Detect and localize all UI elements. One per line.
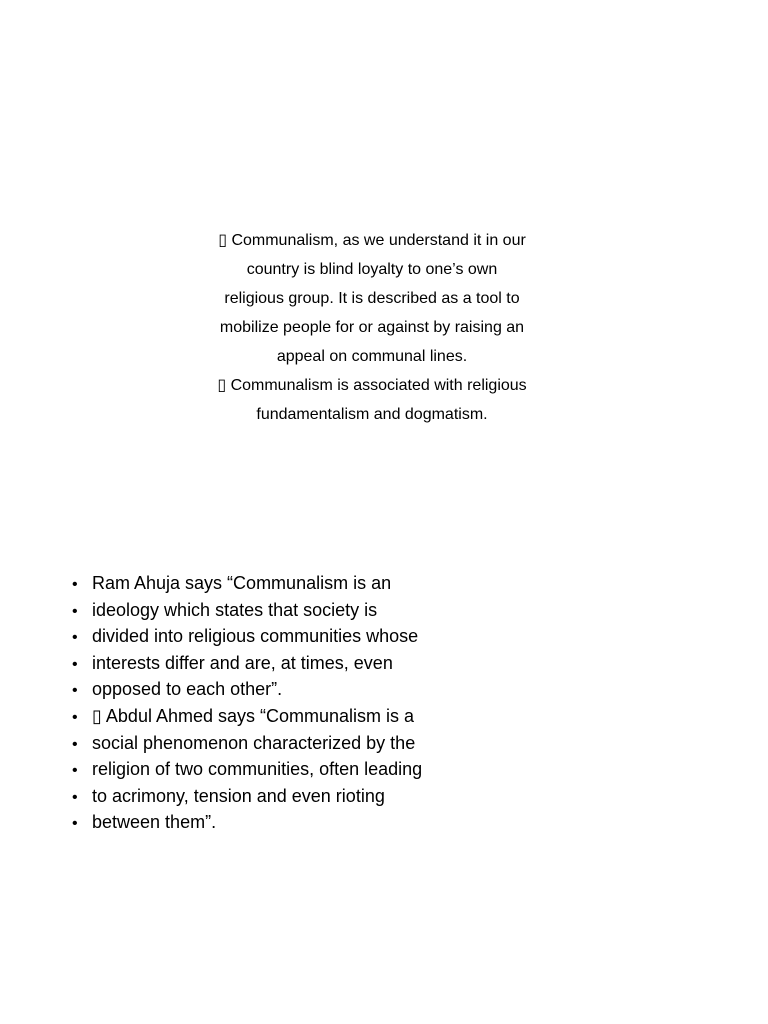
list-item bbox=[72, 651, 422, 678]
list-item-text: ▯ Abdul Ahmed says “Communalism is a bbox=[92, 705, 415, 726]
list-item bbox=[72, 810, 422, 837]
paragraph-line: fundamentalism and dogmatism. bbox=[256, 406, 488, 423]
bullet-icon: • bbox=[72, 735, 78, 753]
list-item-text: between them”. bbox=[92, 812, 217, 833]
centered-paragraph bbox=[192, 226, 552, 429]
list-item bbox=[72, 624, 422, 651]
bullet-icon: • bbox=[72, 682, 78, 700]
list-item-text: social phenomenon characterized by the bbox=[92, 732, 416, 753]
paragraph-line: ▯ Communalism is associated with religious bbox=[217, 377, 527, 394]
paragraph-line: ▯ Communalism, as we understand it in our bbox=[218, 232, 526, 249]
bullet-icon: • bbox=[72, 602, 78, 620]
list-item-text: opposed to each other”. bbox=[92, 679, 283, 700]
bullet-icon: • bbox=[72, 629, 78, 647]
list-item bbox=[72, 731, 422, 758]
bullet-icon: • bbox=[72, 655, 78, 673]
paragraph-line: mobilize people for or against by raising an bbox=[219, 319, 525, 336]
bullet-icon: • bbox=[72, 815, 78, 833]
list-item-text: religion of two communities, often leading bbox=[92, 759, 423, 780]
list-item bbox=[72, 704, 422, 731]
list-item-text: ideology which states that society is bbox=[92, 599, 378, 620]
list-item-text: to acrimony, tension and even rioting bbox=[92, 785, 385, 806]
list-item-text: divided into religious communities whose bbox=[92, 626, 419, 647]
list-item bbox=[72, 757, 422, 784]
bullet-icon: • bbox=[72, 762, 78, 780]
paragraph-line: country is blind loyalty to one’s own bbox=[246, 261, 498, 278]
quote-bullet-list bbox=[72, 571, 422, 837]
bullet-icon: • bbox=[72, 788, 78, 806]
list-item-text: Ram Ahuja says “Communalism is an bbox=[92, 573, 392, 593]
bullet-icon: • bbox=[72, 576, 78, 593]
bullet-icon: • bbox=[72, 708, 78, 726]
list-item bbox=[72, 784, 422, 811]
list-item bbox=[72, 571, 422, 598]
list-item bbox=[72, 677, 422, 704]
list-item bbox=[72, 598, 422, 625]
list-item-text: interests differ and are, at times, even bbox=[92, 652, 393, 673]
paragraph-line: religious group. It is described as a tool to bbox=[224, 290, 520, 307]
paragraph-line: appeal on communal lines. bbox=[276, 348, 468, 365]
